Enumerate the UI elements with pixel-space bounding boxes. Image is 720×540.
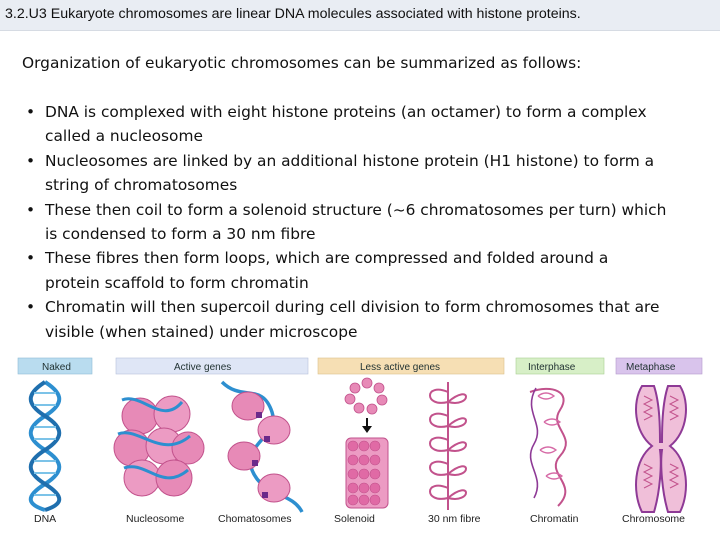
chromatin-illustration <box>530 388 566 506</box>
bullet-item <box>24 198 704 247</box>
stage-label-chromosome: Chromosome <box>622 513 686 525</box>
bullet-line: • DNA is complexed with eight histone proteins (an octamer) to form a complex <box>45 103 647 121</box>
figure-headers <box>18 358 702 374</box>
bullet-item <box>24 246 704 295</box>
active-header: Active genes <box>174 362 232 373</box>
bullet-line: is condensed to form a 30 nm fibre <box>45 225 316 244</box>
metaphase-header: Metaphase <box>626 362 676 373</box>
nucleosome-illustration <box>114 396 204 496</box>
bullet-line: visible (when stained) under microscope <box>45 322 358 341</box>
stage-label-nucleosome: Nucleosome <box>126 513 185 525</box>
chromosome-organization-figure <box>12 352 708 532</box>
chromatosome-illustration <box>222 382 302 512</box>
interphase-header: Interphase <box>528 362 576 373</box>
stage-label-chromatosomes: Chomatosomes <box>218 513 292 525</box>
bullet-line: • Nucleosomes are linked by an additional histone protein (H1 histone) to form a <box>45 151 655 170</box>
bullet-item <box>24 295 704 344</box>
intro-text: Organization of eukaryotic chromosomes can be summarized as follows: <box>22 54 582 72</box>
bullet-line: called a nucleosome <box>45 127 203 146</box>
less-active-header: Less active genes <box>360 362 441 373</box>
title-bar <box>0 0 720 31</box>
fibre-loops-illustration <box>430 382 466 510</box>
solenoid-illustration <box>345 378 388 508</box>
stage-labels <box>34 513 685 525</box>
stage-label-fibre: 30 nm fibre <box>428 513 481 525</box>
slide-title: 3.2.U3 Eukaryote chromosomes are linear DNA molecules associated with histone proteins. <box>5 6 581 22</box>
bullet-line: protein scaffold to form chromatin <box>45 273 309 292</box>
bullet-line: string of chromatosomes <box>45 176 238 195</box>
stage-label-solenoid: Solenoid <box>334 513 375 525</box>
stage-label-chromatin: Chromatin <box>530 513 579 525</box>
bullet-item <box>24 149 704 198</box>
bullet-line: • These then coil to form a solenoid structure (~6 chromatosomes per turn) which <box>45 200 667 219</box>
stage-label-dna: DNA <box>34 513 57 525</box>
bullet-item <box>24 100 704 149</box>
bullet-line: • These fibres then form loops, which are compressed and folded around a <box>45 249 609 268</box>
dna-helix-illustration <box>31 382 60 510</box>
bullet-list <box>24 100 704 344</box>
metaphase-chromosome-illustration <box>636 386 686 512</box>
bullet-line: • Chromatin will then supercoil during cell division to form chromosomes that are <box>45 298 660 317</box>
naked-header: Naked <box>42 362 71 373</box>
